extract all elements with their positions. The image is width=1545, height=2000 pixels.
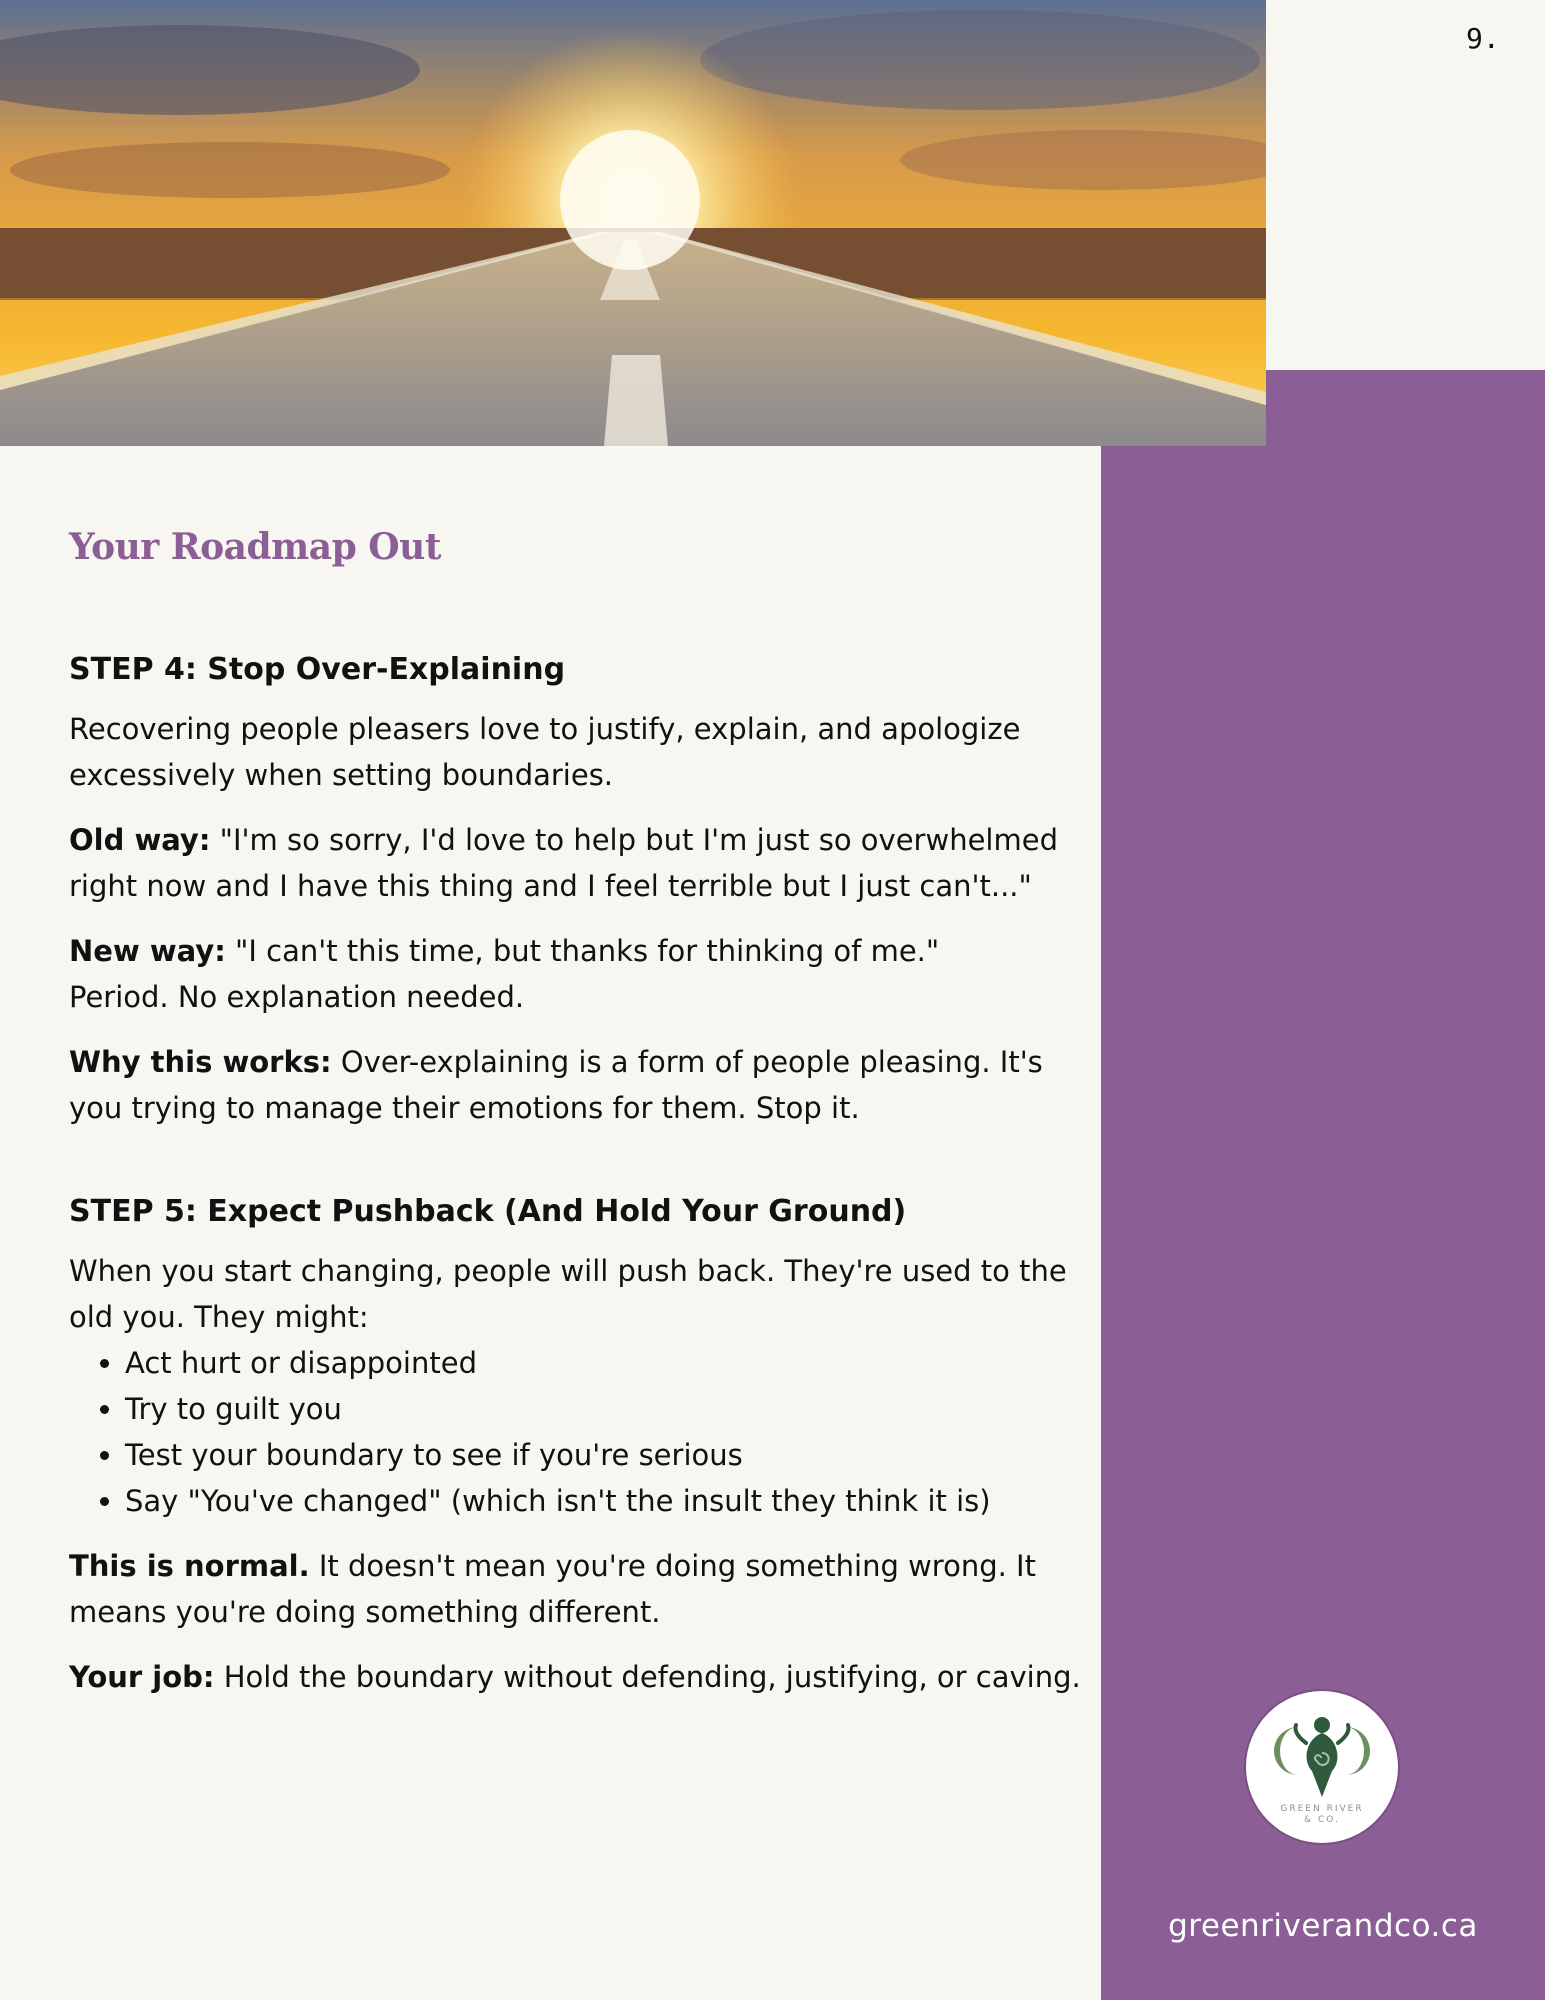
main-content: [69, 650, 1089, 1719]
pushback-list: [69, 1340, 1089, 1524]
new-way-label: New way:: [69, 934, 226, 968]
step-5-intro: When you start changing, people will push back. They're used to the old you. They might:: [69, 1254, 1067, 1334]
old-way-paragraph: [69, 817, 1089, 909]
job-paragraph: [69, 1654, 1089, 1700]
new-way-paragraph: [69, 928, 1089, 1020]
job-label: Your job:: [69, 1660, 215, 1694]
new-way-text: "I can't this time, but thanks for thinking of me.": [225, 934, 940, 968]
normal-text: It doesn't mean you're doing something wrong. It means you're doing something different.: [69, 1549, 1036, 1629]
old-way-label: Old way:: [69, 823, 211, 857]
new-way-note: Period. No explanation needed.: [69, 980, 525, 1014]
why-text: Over-explaining is a form of people pleasing. It's you trying to manage their emotions for them. Stop it.: [69, 1045, 1043, 1125]
normal-paragraph: [69, 1543, 1089, 1635]
page-title: Your Roadmap Out: [69, 526, 441, 568]
website-link[interactable]: greenriverandco.ca: [1168, 1908, 1478, 1944]
old-way-text: "I'm so sorry, I'd love to help but I'm just so overwhelmed right now and I have this thing and I feel terrible but I just can't...": [69, 823, 1058, 903]
logo-line-1: GREEN RIVER: [1280, 1804, 1364, 1814]
normal-label: This is normal.: [69, 1549, 310, 1583]
list-item: • Act hurt or disappointed: [125, 1340, 1089, 1386]
brand-logo: [1246, 1691, 1398, 1843]
hero-image: [0, 0, 1266, 446]
logo-text: [1246, 1804, 1398, 1826]
sunset-road-photo-icon: [0, 0, 1266, 446]
job-text: Hold the boundary without defending, justifying, or caving.: [214, 1660, 1081, 1694]
section-spacer: [69, 1150, 1089, 1192]
step-4-heading: STEP 4: Stop Over-Explaining: [69, 652, 566, 687]
step-4-intro: Recovering people pleasers love to justify, explain, and apologize excessively when setting boundaries.: [69, 712, 1021, 792]
why-label: Why this works:: [69, 1045, 332, 1079]
list-item: • Test your boundary to see if you're serious: [125, 1432, 1089, 1478]
list-item: • Say "You've changed" (which isn't the insult they think it is): [125, 1478, 1089, 1524]
why-paragraph: [69, 1039, 1089, 1131]
step-5-heading: STEP 5: Expect Pushback (And Hold Your Ground): [69, 1194, 907, 1229]
step-4-section: [69, 650, 1089, 1131]
logo-line-2: & CO.: [1304, 1815, 1340, 1825]
step-5-section: [69, 1192, 1089, 1700]
list-item: • Try to guilt you: [125, 1386, 1089, 1432]
page-number: 9.: [1466, 22, 1500, 55]
